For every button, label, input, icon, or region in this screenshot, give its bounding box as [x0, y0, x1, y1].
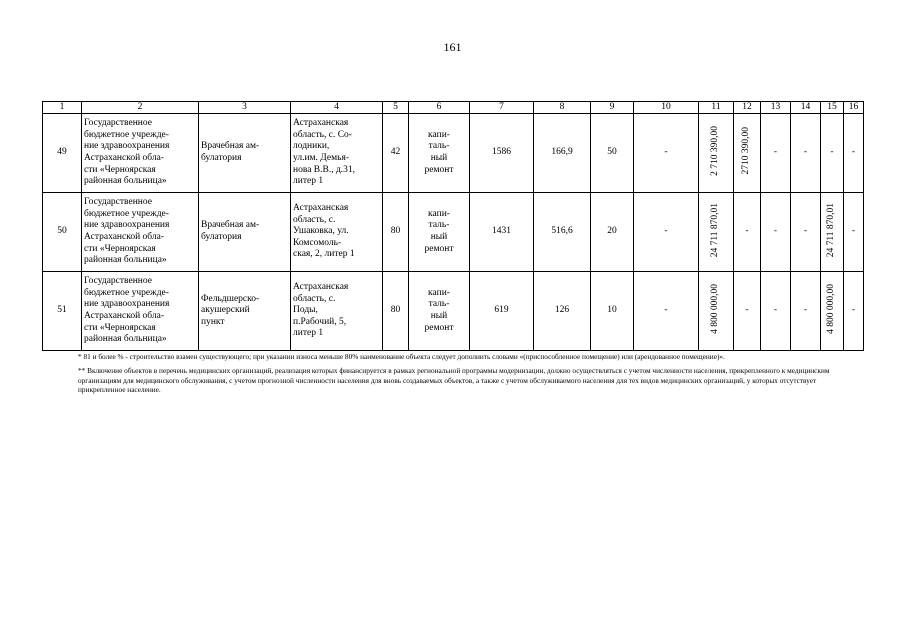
work-type-line: таль- [428, 299, 450, 310]
organization-cell [82, 272, 199, 351]
organization-line: ние здравоохранения [84, 220, 170, 231]
organization-line: сти «Черноярская [84, 243, 156, 254]
column-8-cell: 516,6 [534, 193, 591, 272]
column-7-cell: 1431 [470, 193, 534, 272]
column-15-value: 24 711 870,01 [826, 202, 837, 257]
address-line: Поды, [293, 305, 318, 316]
work-type-line: капи- [428, 287, 450, 298]
organization-cell [82, 193, 199, 272]
work-type-line: ремонт [424, 322, 454, 333]
column-9-cell: 50 [591, 114, 634, 193]
column-5-cell: 80 [383, 193, 409, 272]
work-type-line: ный [430, 153, 448, 163]
medical-objects-table [42, 101, 864, 351]
address-line: лодники, [293, 141, 330, 152]
column-header: 15 [821, 102, 844, 114]
footnote: ** Включение объектов в перечень медицинских организаций, реализация которых финансируется в рамках региональной программы модернизации, должно осуществляться с учетом численности населения, прикрепленного к медицинским организациям для медицинского обслуживания, с учетом прогнозной численности населения для вновь создаваемых объектов, а также с учетом обслуживаемого населения для тех видов медицинских организаций, у которых отсутствует прикрепленное население. [78, 366, 830, 395]
column-header: 16 [844, 102, 864, 114]
organization-line: сти «Черноярская [84, 164, 156, 175]
column-header: 3 [199, 102, 291, 114]
organization-line: бюджетное учрежде- [84, 208, 169, 219]
row-number: 49 [43, 114, 82, 193]
object-type-cell [199, 193, 291, 272]
organization-cell [82, 114, 199, 193]
column-11-cell [699, 193, 734, 272]
column-12-value: 2710 390,00 [741, 126, 752, 175]
page-number: 161 [443, 40, 462, 54]
column-9-cell: 10 [591, 272, 634, 351]
column-15-cell [821, 272, 844, 351]
column-header: 13 [761, 102, 791, 114]
address-line: область, с. [293, 214, 336, 225]
column-15-cell [821, 193, 844, 272]
address-line: Астраханская [293, 203, 349, 214]
object-type-cell [199, 272, 291, 351]
address-line: литер 1 [293, 328, 324, 339]
column-10-cell: - [634, 193, 699, 272]
object-type-line: Фельдшерско- [201, 293, 260, 304]
column-header: 9 [591, 102, 634, 114]
organization-line: Астраханской обла- [84, 153, 165, 163]
organization-line: районная больница» [84, 176, 167, 187]
column-11-value: 24 711 870,01 [710, 202, 721, 257]
organization-line: Государственное [84, 118, 152, 129]
column-16-cell: - [844, 114, 864, 193]
work-type-cell [409, 193, 470, 272]
column-header: 12 [734, 102, 761, 114]
organization-line: Государственное [84, 276, 152, 287]
table-row [43, 114, 864, 193]
column-header: 5 [383, 102, 409, 114]
object-type-cell [199, 114, 291, 193]
column-9-cell: 20 [591, 193, 634, 272]
column-10-cell: - [634, 272, 699, 351]
row-number: 50 [43, 193, 82, 272]
object-type-line: Врачебная ам- [201, 141, 260, 152]
address-line: ская, 2, литер 1 [293, 249, 355, 260]
address-line: область, с. Со- [293, 129, 352, 140]
address-line: Астраханская [293, 118, 349, 129]
column-15-value: 4 800 000,00 [826, 283, 837, 334]
column-header: 11 [699, 102, 734, 114]
object-type-line: булатория [201, 232, 242, 242]
work-type-line: ремонт [424, 164, 454, 175]
footnote: * 81 и более % - строительство взамен существующего; при указании износа меньше 80% наименование объекта следует дополнить словами «(приспособленное помещение) или (арендованное помещение)». [78, 352, 725, 361]
column-14-cell: - [791, 193, 821, 272]
organization-line: сти «Черноярская [84, 322, 156, 333]
organization-line: районная больница» [84, 255, 167, 266]
address-line: ул.им. Демья- [293, 153, 349, 163]
column-16-cell: - [844, 272, 864, 351]
table-row [43, 193, 864, 272]
column-15-cell: - [821, 114, 844, 193]
column-header: 8 [534, 102, 591, 114]
column-header: 6 [409, 102, 470, 114]
column-12-cell: - [734, 193, 761, 272]
organization-line: Государственное [84, 197, 152, 208]
column-11-value: 4 800 000,00 [710, 283, 721, 334]
column-header: 10 [634, 102, 699, 114]
object-type-line: Врачебная ам- [201, 220, 260, 231]
column-header: 7 [470, 102, 534, 114]
object-type-line: булатория [201, 153, 242, 163]
organization-line: Астраханской обла- [84, 311, 165, 321]
organization-line: ние здравоохранения [84, 299, 170, 310]
address-cell [291, 114, 383, 193]
column-number-row [43, 102, 864, 114]
work-type-line: ный [430, 232, 448, 242]
column-header: 2 [82, 102, 199, 114]
organization-line: бюджетное учрежде- [84, 287, 169, 298]
table-row [43, 272, 864, 351]
work-type-line: ный [430, 311, 448, 321]
column-11-cell [699, 114, 734, 193]
column-8-cell: 166,9 [534, 114, 591, 193]
column-header: 1 [43, 102, 82, 114]
address-line: Ушаковка, ул. [293, 226, 349, 237]
work-type-cell [409, 272, 470, 351]
column-header: 14 [791, 102, 821, 114]
work-type-line: капи- [428, 129, 450, 140]
column-11-cell [699, 272, 734, 351]
object-type-line: акушерский [201, 305, 250, 316]
column-7-cell: 619 [470, 272, 534, 351]
work-type-line: ремонт [424, 243, 454, 254]
organization-line: Астраханской обла- [84, 232, 165, 242]
work-type-line: капи- [428, 208, 450, 219]
address-line: нова В.В., д.31, [293, 164, 356, 175]
column-13-cell: - [761, 193, 791, 272]
address-line: область, с. [293, 293, 336, 304]
work-type-line: таль- [428, 220, 450, 231]
object-type-line: пункт [201, 316, 225, 327]
column-14-cell: - [791, 114, 821, 193]
address-line: п.Рабочий, 5, [293, 316, 347, 327]
organization-line: районная больница» [84, 334, 167, 345]
column-8-cell: 126 [534, 272, 591, 351]
column-10-cell: - [634, 114, 699, 193]
organization-line: бюджетное учрежде- [84, 129, 169, 140]
address-line: Комсомоль- [293, 237, 342, 248]
row-number: 51 [43, 272, 82, 351]
column-7-cell: 1586 [470, 114, 534, 193]
footnotes [78, 352, 846, 395]
column-14-cell: - [791, 272, 821, 351]
address-line: литер 1 [293, 176, 324, 187]
work-type-line: таль- [428, 141, 450, 152]
column-13-cell: - [761, 114, 791, 193]
column-header: 4 [291, 102, 383, 114]
column-13-cell: - [761, 272, 791, 351]
address-line: Астраханская [293, 282, 349, 293]
column-11-value: 2 710 390,00 [710, 125, 721, 176]
address-cell [291, 272, 383, 351]
column-5-cell: 42 [383, 114, 409, 193]
organization-line: ние здравоохранения [84, 141, 170, 152]
work-type-cell [409, 114, 470, 193]
column-5-cell: 80 [383, 272, 409, 351]
column-12-cell: - [734, 272, 761, 351]
column-16-cell: - [844, 193, 864, 272]
column-12-cell [734, 114, 761, 193]
address-cell [291, 193, 383, 272]
